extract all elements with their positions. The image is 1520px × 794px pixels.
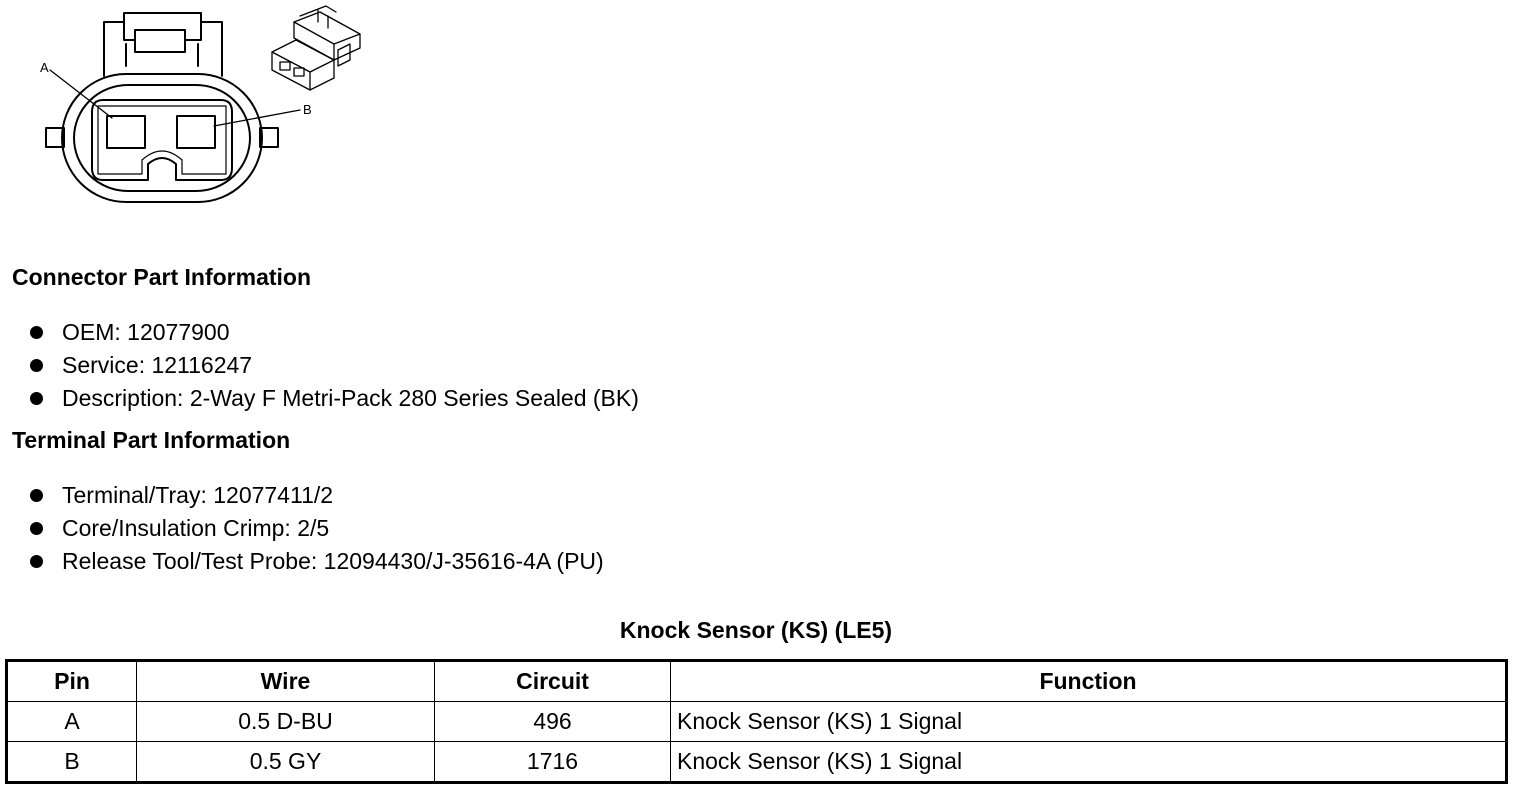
list-item: Description: 2-Way F Metri-Pack 280 Series Sealed (BK): [30, 382, 639, 415]
header-wire: Wire: [137, 661, 435, 702]
list-item: OEM: 12077900: [30, 316, 639, 349]
list-item: Terminal/Tray: 12077411/2: [30, 479, 604, 512]
cell-circuit: 1716: [435, 742, 671, 783]
table-header-row: [7, 661, 1507, 702]
pinout-table: [5, 659, 1508, 784]
header-pin: Pin: [7, 661, 137, 702]
cell-circuit: 496: [435, 702, 671, 742]
cell-function: Knock Sensor (KS) 1 Signal: [671, 742, 1507, 783]
cell-function: Knock Sensor (KS) 1 Signal: [671, 702, 1507, 742]
connector-info-list: [30, 316, 639, 415]
connector-isometric-icon: [272, 6, 360, 90]
cavity-a: [107, 116, 145, 148]
pin-label-b: B: [303, 102, 312, 117]
cell-pin: A: [7, 702, 137, 742]
connector-diagram: [0, 0, 380, 215]
terminal-info-title: Terminal Part Information: [12, 427, 291, 453]
terminal-info-list: [30, 479, 604, 578]
connector-info-title: Connector Part Information: [12, 264, 312, 290]
cavity-b: [177, 116, 215, 148]
cell-wire: 0.5 D-BU: [137, 702, 435, 742]
cell-pin: B: [7, 742, 137, 783]
list-item: Release Tool/Test Probe: 12094430/J-35616-4A (PU): [30, 545, 604, 578]
list-item: Core/Insulation Crimp: 2/5: [30, 512, 604, 545]
header-circuit: Circuit: [435, 661, 671, 702]
cell-wire: 0.5 GY: [137, 742, 435, 783]
table-row: [7, 742, 1507, 783]
connector-latch: [104, 13, 222, 76]
list-item: Service: 12116247: [30, 349, 639, 382]
header-function: Function: [671, 661, 1507, 702]
table-title: Knock Sensor (KS) (LE5): [619, 617, 893, 643]
pin-label-a: A: [40, 60, 49, 75]
table-row: [7, 702, 1507, 742]
